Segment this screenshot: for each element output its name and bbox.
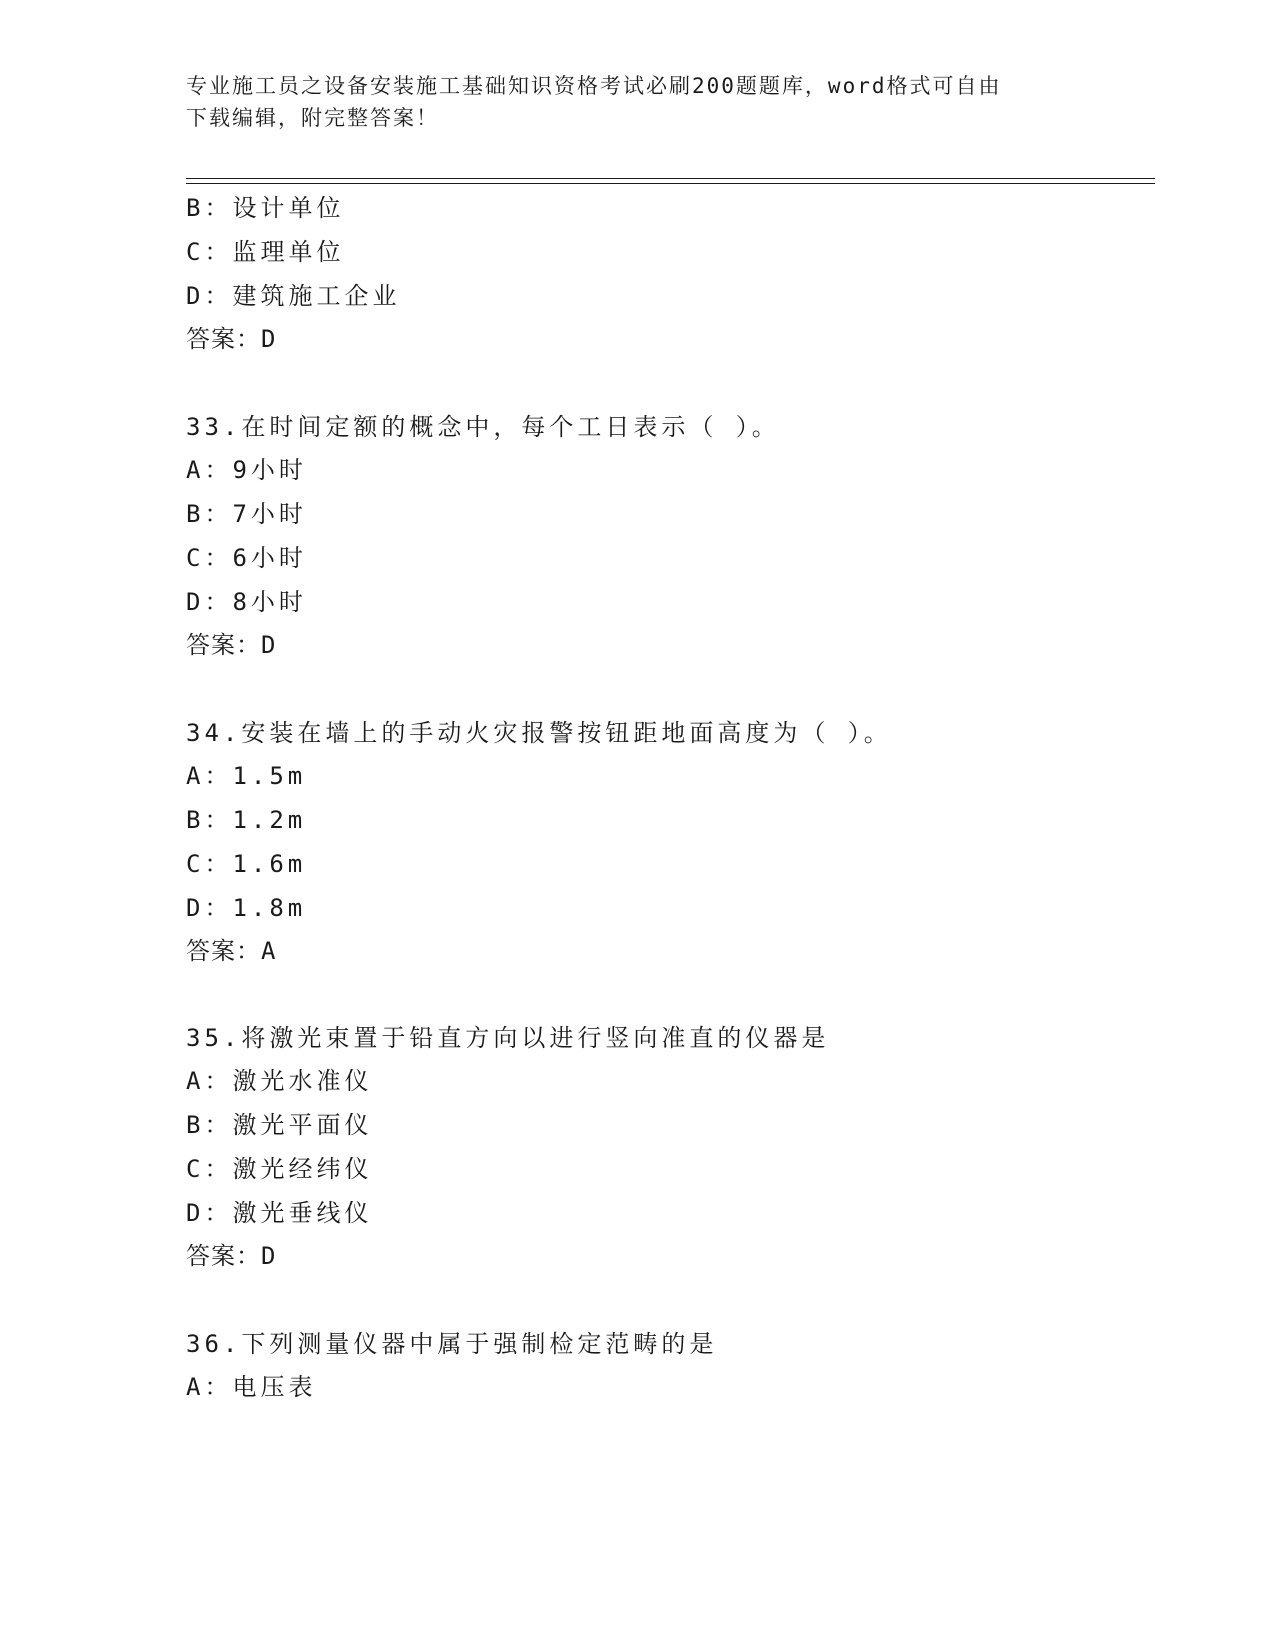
q35-question: 35.将激光束置于铅直方向以进行竖向准直的仪器是 <box>186 1024 830 1052</box>
header-line-1: 专业施工员之设备安装施工基础知识资格考试必刷200题题库，word格式可自由 <box>186 74 1002 98</box>
header-divider-bottom <box>186 183 1155 184</box>
q36-question: 36.下列测量仪器中属于强制检定范畴的是 <box>186 1330 718 1358</box>
q34-option-b: B：1.2m <box>186 806 307 834</box>
q35-option-c: C：激光经纬仪 <box>186 1155 373 1183</box>
q33-option-d: D：8小时 <box>186 588 307 616</box>
q33-answer: 答案：D <box>186 631 277 659</box>
q34-option-c: C：1.6m <box>186 850 307 878</box>
q33-option-a: A：9小时 <box>186 456 307 484</box>
q32-option-d: D：建筑施工企业 <box>186 282 401 310</box>
header-divider-top <box>186 178 1155 179</box>
q34-answer: 答案：A <box>186 937 277 965</box>
q36-option-a: A：电压表 <box>186 1373 317 1401</box>
q35-option-b: B：激光平面仪 <box>186 1111 373 1139</box>
q34-question: 34.安装在墙上的手动火灾报警按钮距地面高度为（ ）。 <box>186 719 892 747</box>
q32-option-b: B：设计单位 <box>186 194 345 222</box>
q33-option-c: C：6小时 <box>186 544 307 572</box>
q34-option-d: D：1.8m <box>186 894 307 922</box>
q32-answer: 答案：D <box>186 325 277 353</box>
q33-question: 33.在时间定额的概念中，每个工日表示（ ）。 <box>186 413 780 441</box>
q33-option-b: B：7小时 <box>186 500 307 528</box>
q35-option-d: D：激光垂线仪 <box>186 1199 373 1227</box>
q35-option-a: A：激光水准仪 <box>186 1067 373 1095</box>
header-line-2: 下载编辑，附完整答案！ <box>186 106 439 130</box>
document-header <box>186 70 1086 134</box>
q34-option-a: A：1.5m <box>186 762 307 790</box>
q32-option-c: C：监理单位 <box>186 238 345 266</box>
q35-answer: 答案：D <box>186 1242 277 1270</box>
